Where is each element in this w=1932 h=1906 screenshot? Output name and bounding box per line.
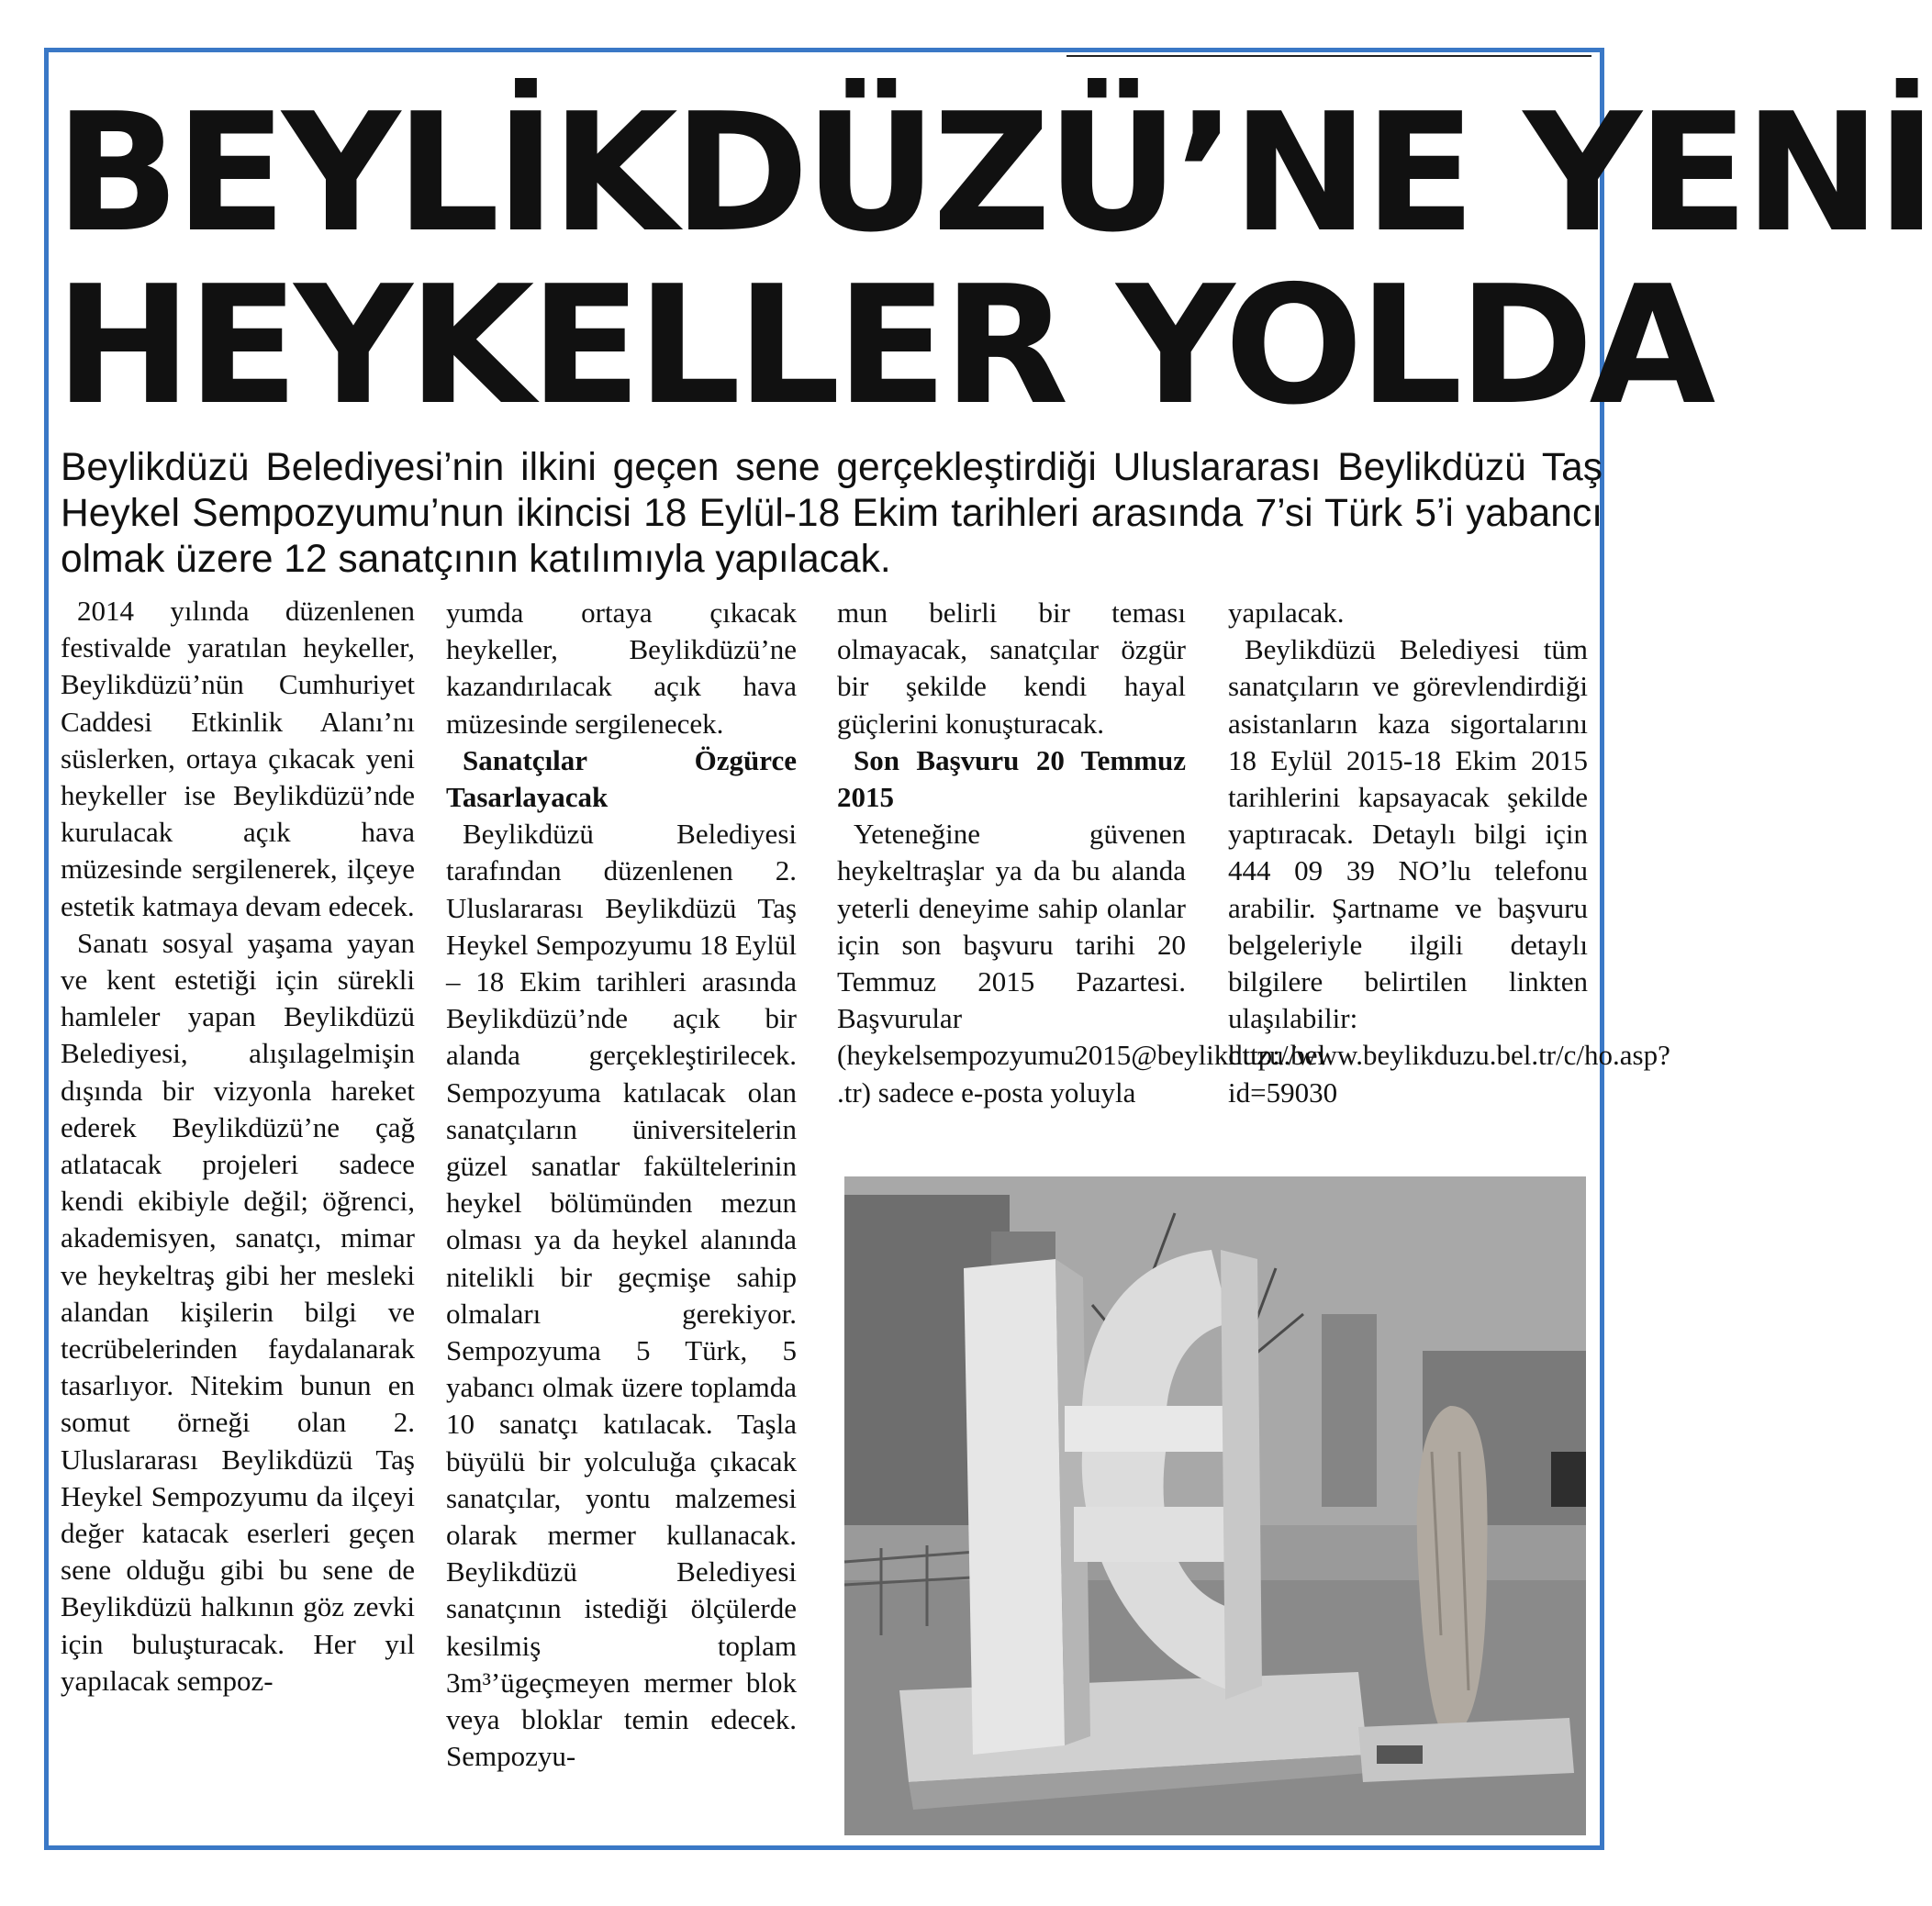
col2-paragraph-1: yumda ortaya çıkacak heykeller, Beylikdüzü’ne kazandırılacak açık hava müzesinde sergilenecek. <box>446 596 797 740</box>
subhead-son-basvuru: Son Başvuru 20 Temmuz 2015 <box>837 743 1186 814</box>
col2-paragraph-2: Beylikdüzü Belediyesi tarafından düzenlenen 2. Uluslararası Beylikdüzü Taş Heykel Sempozyumu 18 Eylül – 18 Ekim tarihleri arasında Beylikdüzü’nde açık bir alanda gerçekleştirilecek. Sempozyuma katılacak olan sanatçıların üniversitelerin güzel sanatlar fakültelerinin heykel bölümünden mezun olması ya da heykel alanında nitelikli bir geçmişe sahip olmaları gerekiyor. Sempozyuma 5 Türk, 5 yabancı olmak üzere toplamda 10 sanatçı katılacak. Taşla büyülü bir yolculuğa çıkacak sanatçılar, yontu malzemesi olarak mermer kullanacak. Beylikdüzü Belediyesi sanatçının istediği ölçülerde kesilmiş toplam 3m³’ügeçmeyen mermer blok veya bloklar temin edecek. Sempozyu- <box>446 818 797 1773</box>
col4-paragraph-2: Beylikdüzü Belediyesi tüm sanatçıların ve görevlendirdiği asistanların kaza sigortalarını 18 Eylül 2015-18 Ekim 2015 tarihlerini kapsayacak şekilde yaptıracak. Detaylı bilgi için 444 09 39 NO’lu telefonu arabilir. Şartname ve başvuru belgeleriyle ilgili detaylı bilgilere belirtilen linkten ulaşılabilir: http://www.beylikduzu.bel.tr/c/ho.asp?id=59030 <box>1228 633 1670 1109</box>
subhead-sanatcilar: Sanatçılar Özgürce Tasarlayacak <box>446 743 797 814</box>
col3-paragraph-1: mun belirli bir teması olmayacak, sanatçılar özgür bir şekilde kendi hayal güçlerini konuşturacak. <box>837 596 1186 740</box>
col1-paragraph-1: 2014 yılında düzenlenen festivalde yaratılan heykeller, Beylikdüzü’nün Cumhuriyet Caddesi Etkinlik Alanı’nı süslerken, ortaya çıkacak yeni heykeller ise Beylikdüzü’nde kurulacak açık hava müzesinde sergilenerek, ilçeye estetik katmaya devam edecek. <box>61 595 415 922</box>
column-2 <box>446 595 797 1776</box>
col4-paragraph-1: yapılacak. <box>1228 596 1345 629</box>
column-1 <box>61 593 415 1700</box>
col1-paragraph-2: Sanatı sosyal yaşama yayan ve kent estetiği için sürekli hamleler yapan Beylikdüzü Belediyesi, alışılagelmişin dışında bir vizyonla hareket ederek Beylikdüzü’ne çağ atlatacak projeleri sadece kendi ekibiyle değil; öğrenci, akademisyen, sanatçı, mimar ve heykeltraş gibi her mesleki alandan kişilerin bilgi ve tecrübelerinden faydalanarak tasarlıyor. Nitekim bunun en somut örneği olan 2. Uluslararası Beylikdüzü Taş Heykel Sempozyumu da ilçeyi değer katacak eserleri geçen sene olduğu gibi bu sene de Beylikdüzü halkının göz zevki için buluşturacak. Her yıl yapılacak sempoz- <box>61 926 415 1697</box>
column-4 <box>1228 595 1670 1111</box>
headline-line-1: BEYLİKDÜZÜ’NE YENİ <box>55 78 1932 268</box>
top-rule <box>1067 55 1591 57</box>
sculpture-photo <box>844 1176 1586 1835</box>
article-deck: Beylikdüzü Belediyesi’nin ilkini geçen sene gerçekleştirdiği Uluslararası Beylikdüzü Taş Heykel Sempozyumu’nun ikincisi 18 Eylül-18 Ekim tarihleri arasında 7’si Türk 5’i yabancı olmak üzere 12 sanatçının katılımıyla yapılacak. <box>61 446 1603 581</box>
col3-paragraph-2: Yeteneğine güvenen heykeltraşlar ya da bu alanda yeterli deneyime sahip olanlar için son başvuru tarihi 20 Temmuz 2015 Pazartesi. Başvurular (heykelsempozyumu2015@beylikduzu.bel .tr) sadece e-posta yoluyla <box>837 818 1326 1109</box>
sculpture-illustration <box>844 1176 1586 1835</box>
headline-line-2: HEYKELLER YOLDA <box>55 251 1712 440</box>
